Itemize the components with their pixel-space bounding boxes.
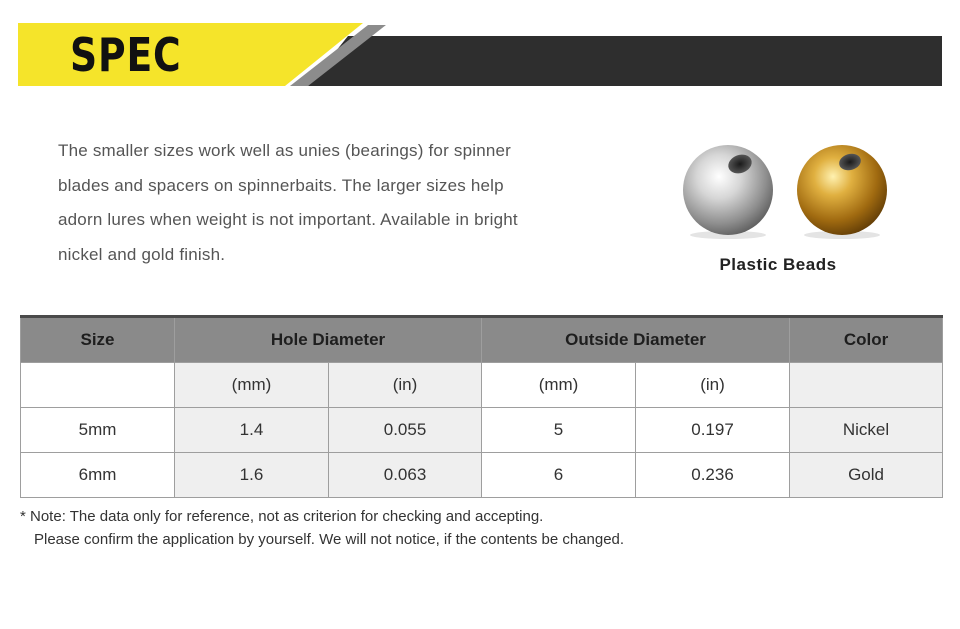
cell-color: Nickel	[790, 408, 943, 453]
product-caption: Plastic Beads	[719, 255, 837, 274]
units-cell: (in)	[636, 363, 790, 408]
table-row	[21, 453, 943, 498]
header-size: Size	[21, 317, 175, 363]
header-color: Color	[790, 317, 943, 363]
spec-banner	[18, 23, 942, 86]
description-line: blades and spacers on spinnerbaits. The larger sizes help	[58, 175, 504, 195]
units-cell: (mm)	[482, 363, 636, 408]
description-line: The smaller sizes work well as unies (bearings) for spinner	[58, 141, 512, 160]
spec-table	[20, 315, 943, 498]
cell-hole-mm: 1.6	[175, 453, 329, 498]
disclaimer-note	[20, 505, 624, 551]
cell-hole-mm: 1.4	[175, 408, 329, 453]
cell-size: 6mm	[21, 453, 175, 498]
header-outside-diameter: Outside Diameter	[482, 317, 790, 363]
cell-hole-in: 0.063	[329, 453, 482, 498]
plastic-beads-image	[678, 140, 898, 240]
note-line: Please confirm the application by yourself. We will not notice, if the contents be changed.	[34, 531, 625, 548]
cell-size: 5mm	[21, 408, 175, 453]
header-hole-diameter: Hole Diameter	[175, 317, 482, 363]
units-cell-empty	[790, 363, 943, 408]
table-units-row	[21, 363, 943, 408]
cell-color: Gold	[790, 453, 943, 498]
cell-outside-in: 0.236	[636, 453, 790, 498]
page-title: SPEC	[70, 28, 182, 82]
cell-outside-mm: 5	[482, 408, 636, 453]
cell-hole-in: 0.055	[329, 408, 482, 453]
cell-outside-mm: 6	[482, 453, 636, 498]
product-description	[58, 134, 598, 272]
units-cell: (mm)	[175, 363, 329, 408]
units-cell: (in)	[329, 363, 482, 408]
table-header-row	[21, 317, 943, 363]
gold-bead-icon	[797, 145, 887, 239]
nickel-bead-icon	[683, 145, 773, 239]
note-line: * Note: The data only for reference, not as criterion for checking and accepting.	[20, 508, 544, 525]
cell-outside-in: 0.197	[636, 408, 790, 453]
table-row	[21, 408, 943, 453]
description-line: nickel and gold finish.	[58, 244, 226, 264]
units-cell-empty	[21, 363, 175, 408]
description-line: adorn lures when weight is not important. Available in bright	[58, 210, 518, 229]
